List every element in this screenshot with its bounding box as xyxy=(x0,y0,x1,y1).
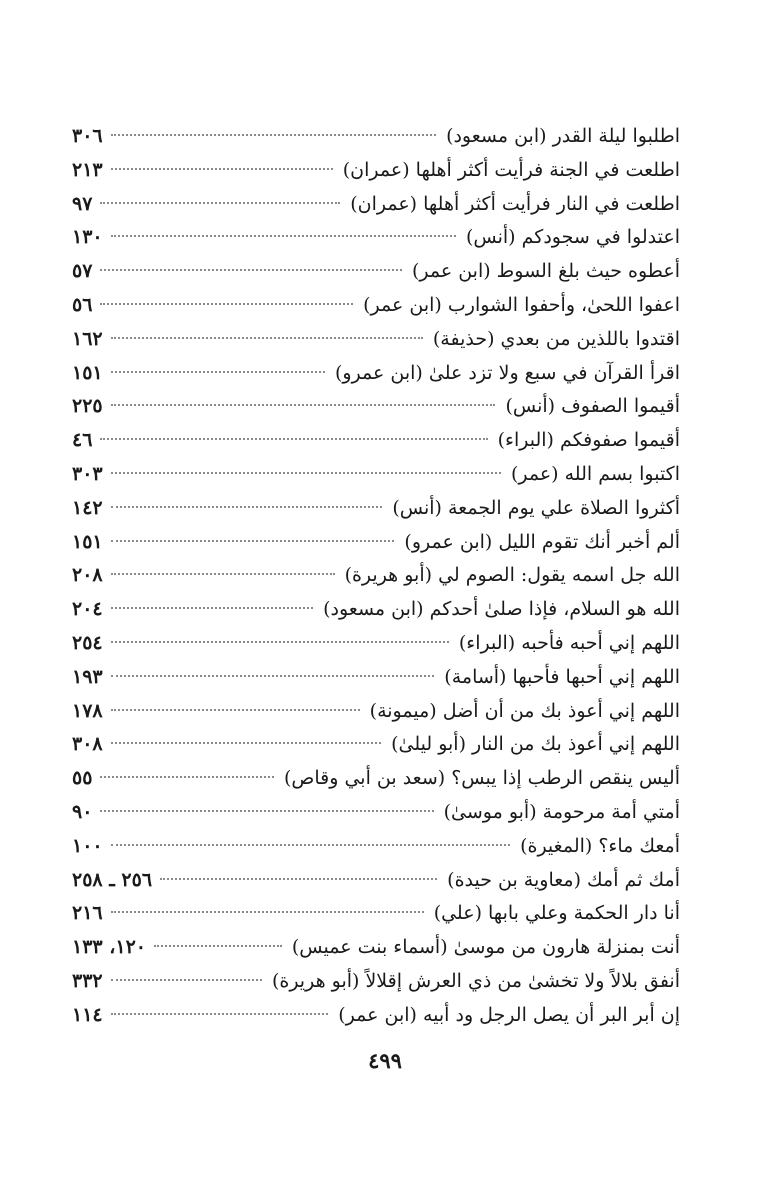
index-entry xyxy=(72,424,680,458)
entry-page-number: ١٤٢ xyxy=(72,496,103,519)
dot-leader xyxy=(111,134,436,136)
entry-text: ألم أخبر أنك تقوم الليل (ابن عمرو) xyxy=(404,530,680,553)
dot-leader xyxy=(111,742,381,744)
entry-text: اللهم إني أعوذ بك من النار (أبو ليلىٰ) xyxy=(391,733,680,756)
dot-leader xyxy=(111,371,325,373)
index-entry xyxy=(72,965,680,999)
index-entry xyxy=(72,188,680,222)
entry-text: اطلعت في الجنة فرأيت أكثر أهلها (عمران) xyxy=(342,158,680,181)
entry-page-number: ٢٥٦ ـ ٢٥٨ xyxy=(72,868,153,891)
entry-text: أعطوه حيث بلغ السوط (ابن عمر) xyxy=(411,260,680,283)
index-entry xyxy=(72,154,680,188)
index-entry xyxy=(72,458,680,492)
dot-leader xyxy=(100,202,340,204)
entry-text: اقرأ القرآن في سبع ولا تزد علىٰ (ابن عمرو) xyxy=(334,361,680,384)
dot-leader xyxy=(111,607,313,609)
dot-leader xyxy=(160,878,437,880)
index-entry xyxy=(72,559,680,593)
entry-page-number: ١٩٣ xyxy=(72,665,103,688)
dot-leader xyxy=(100,303,353,305)
index-entry xyxy=(72,357,680,391)
entry-text: اللهم إني أحبه فأحبه (البراء) xyxy=(458,631,680,654)
index-entry xyxy=(72,221,680,255)
index-entry xyxy=(72,492,680,526)
page-number: ٤٩٩ xyxy=(368,1048,402,1073)
entry-page-number: ٣٣٢ xyxy=(72,969,103,992)
index-entry xyxy=(72,390,680,424)
entry-page-number: ٩٧ xyxy=(72,192,93,215)
dot-leader xyxy=(111,641,449,643)
entry-text: أنا دار الحكمة وعلي بابها (علي) xyxy=(433,902,680,925)
entry-page-number: ١٠٠ xyxy=(72,834,103,857)
entry-page-number: ٢٥٤ xyxy=(72,631,103,654)
entry-page-number: ١٧٨ xyxy=(72,699,103,722)
entry-text: اعتدلوا في سجودكم (أنس) xyxy=(465,226,680,249)
dot-leader xyxy=(100,776,274,778)
entry-text: أقيموا الصفوف (أنس) xyxy=(505,395,680,418)
entry-text: اعفوا اللحىٰ، وأحفوا الشوارب (ابن عمر) xyxy=(363,293,680,316)
index-entry xyxy=(72,593,680,627)
dot-leader xyxy=(111,506,383,508)
dot-leader xyxy=(111,337,423,339)
entry-text: اقتدوا باللذين من بعدي (حذيفة) xyxy=(432,327,680,350)
entry-page-number: ٢٢٥ xyxy=(72,395,103,418)
entry-text: اطلعت في النار فرأيت أكثر أهلها (عمران) xyxy=(350,192,680,215)
index-entry xyxy=(72,728,680,762)
index-entry xyxy=(72,323,680,357)
dot-leader xyxy=(100,269,402,271)
entry-page-number: ٩٠ xyxy=(72,800,93,823)
index-entry xyxy=(72,762,680,796)
dot-leader xyxy=(111,844,510,846)
entry-page-number: ١١٤ xyxy=(72,1003,103,1026)
entry-text: أنت بمنزلة هارون من موسىٰ (أسماء بنت عميس) xyxy=(291,936,680,959)
entry-page-number: ٢٠٨ xyxy=(72,564,103,587)
index-entry xyxy=(72,661,680,695)
dot-leader xyxy=(100,810,433,812)
index-entry xyxy=(72,695,680,729)
dot-leader xyxy=(111,235,456,237)
entry-text: اكتبوا بسم الله (عمر) xyxy=(510,462,680,485)
dot-leader xyxy=(111,472,501,474)
entry-page-number: ٢٠٤ xyxy=(72,598,103,621)
dot-leader xyxy=(154,945,282,947)
index-entry xyxy=(72,864,680,898)
entry-text: أمك ثم أمك (معاوية بن حيدة) xyxy=(447,868,680,891)
dot-leader xyxy=(111,1013,329,1015)
dot-leader xyxy=(111,911,424,913)
dot-leader xyxy=(100,438,487,440)
dot-leader xyxy=(111,979,262,981)
dot-leader xyxy=(111,573,335,575)
entry-text: الله جل اسمه يقول: الصوم لي (أبو هريرة) xyxy=(344,564,680,587)
entry-text: أكثروا الصلاة علي يوم الجمعة (أنس) xyxy=(392,496,680,519)
entry-page-number: ٢١٦ xyxy=(72,902,103,925)
index-entry xyxy=(72,120,680,154)
entry-text: أليس ينقص الرطب إذا يبس؟ (سعد بن أبي وقاص) xyxy=(284,767,680,790)
entry-page-number: ١٢٠، ١٣٣ xyxy=(72,936,146,959)
entry-text: اطلبوا ليلة القدر (ابن مسعود) xyxy=(446,125,680,147)
entry-page-number: ٥٥ xyxy=(72,767,93,790)
entry-page-number: ٥٧ xyxy=(72,260,93,283)
dot-leader xyxy=(111,675,435,677)
entry-page-number: ٢١٣ xyxy=(72,158,103,181)
index-entry xyxy=(72,999,680,1033)
entry-page-number: ١٥١ xyxy=(72,361,103,384)
index-entry xyxy=(72,897,680,931)
entry-text: أنفق بلالاً ولا تخشىٰ من ذي العرش إقلالاً (أبو هريرة) xyxy=(271,969,680,992)
entry-text: الله هو السلام، فإذا صلىٰ أحدكم (ابن مسعود) xyxy=(323,598,680,621)
entry-text: اللهم إني أعوذ بك من أن أضل (ميمونة) xyxy=(369,699,680,722)
entry-page-number: ١٦٢ xyxy=(72,327,103,350)
entry-page-number: ٥٦ xyxy=(72,293,93,316)
dot-leader xyxy=(111,404,496,406)
hadith-index-list xyxy=(72,120,680,1033)
entry-text: أقيموا صفوفكم (البراء) xyxy=(497,429,680,452)
entry-page-number: ٣٠٨ xyxy=(72,733,103,756)
index-entry xyxy=(72,796,680,830)
index-entry xyxy=(72,830,680,864)
dot-leader xyxy=(111,709,360,711)
entry-page-number: ١٥١ xyxy=(72,530,103,553)
entry-text: إن أبر البر أن يصل الرجل ود أبيه (ابن عمر) xyxy=(338,1003,680,1026)
entry-text: أمتي أمة مرحومة (أبو موسىٰ) xyxy=(443,800,680,823)
entry-page-number: ٤٦ xyxy=(72,429,93,452)
index-entry xyxy=(72,526,680,560)
index-entry xyxy=(72,289,680,323)
dot-leader xyxy=(111,540,395,542)
entry-text: اللهم إني أحبها فأحبها (أسامة) xyxy=(444,665,680,688)
entry-page-number: ٣٠٦ xyxy=(72,125,103,147)
index-entry xyxy=(72,255,680,289)
entry-page-number: ١٣٠ xyxy=(72,226,103,249)
index-entry xyxy=(72,627,680,661)
entry-text: أمعك ماء؟ (المغيرة) xyxy=(520,834,680,857)
entry-page-number: ٣٠٣ xyxy=(72,462,103,485)
index-entry xyxy=(72,931,680,965)
dot-leader xyxy=(111,168,333,170)
